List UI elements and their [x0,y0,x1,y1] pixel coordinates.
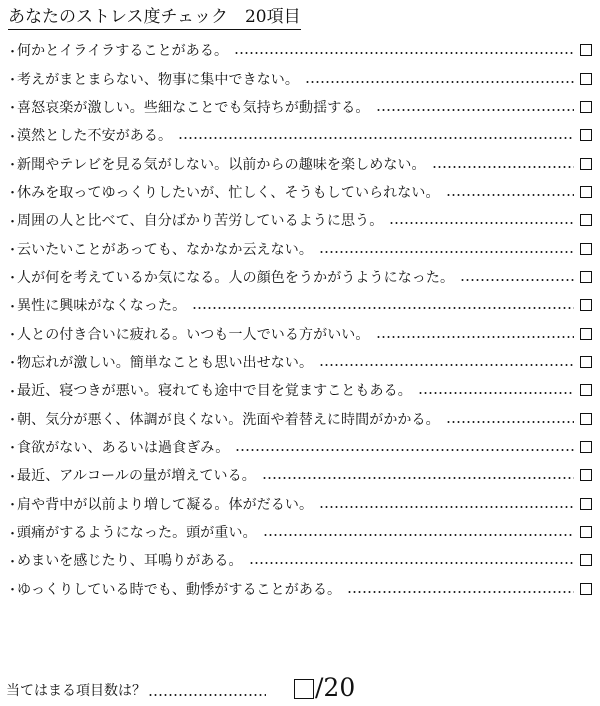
checkbox[interactable] [580,158,592,170]
checkbox[interactable] [580,554,592,566]
checkbox[interactable] [580,299,592,311]
dot-leader [376,109,575,111]
checkbox[interactable] [580,413,592,425]
checklist-item-label: 頭痛がするようになった。頭が重い。 [17,525,257,542]
bullet-icon: ・ [6,129,20,145]
checklist-item-label: 肩や背中が以前より増して凝る。体がだるい。 [17,496,314,513]
dot-leader [347,591,574,593]
checkbox[interactable] [580,526,592,538]
checklist-item[interactable] [6,121,594,149]
checklist-item-label: 最近、寝つきが悪い。寝れても途中で目を覚ますこともある。 [17,383,412,400]
dot-leader [418,392,574,394]
checklist-item-label: 喜怒哀楽が激しい。些細なことでも気持ちが動揺する。 [17,99,370,116]
checklist-item[interactable] [6,518,594,546]
dot-leader [262,477,574,479]
checklist-item-label: 云いたいことがあっても、なかなか云えない。 [17,241,313,258]
dot-leader [446,421,574,423]
dot-leader [319,364,574,366]
checklist-item-label: 考えがまとまらない、物事に集中できない。 [17,71,299,88]
checkbox[interactable] [580,441,592,453]
checklist-item[interactable] [6,64,594,92]
checklist-item-label: 人が何を考えているか気になる。人の顔色をうかがうようになった。 [17,269,455,286]
checklist-item[interactable] [6,404,594,432]
checklist-item-label: 朝、気分が悪く、体調が良くない。洗面や着替えに時間がかかる。 [17,411,440,428]
checklist-item-label: 人との付き合いに疲れる。いつも一人でいる方がいい。 [17,326,370,343]
dot-leader [192,307,574,309]
bullet-icon: ・ [6,73,20,89]
checklist-item-label: 周囲の人と比べて、自分ばかり苦労しているように思う。 [17,213,384,230]
bullet-icon: ・ [6,526,20,542]
bullet-icon: ・ [6,243,20,259]
checklist-item-label: 物忘れが激しい。簡単なことも思い出せない。 [17,354,314,371]
checklist-item-label: 漠然とした不安がある。 [17,128,173,145]
bullet-icon: ・ [6,158,20,174]
bullet-icon: ・ [6,413,20,429]
checklist-item-label: 新聞やテレビを見る気がしない。以前からの趣味を楽しめない。 [17,156,426,173]
page-title: あなたのストレス度チェック 20項目 [8,6,301,30]
checklist-item[interactable] [6,490,594,518]
checkbox[interactable] [580,583,592,595]
checklist-item[interactable] [6,433,594,461]
bullet-icon: ・ [6,101,20,117]
dot-leader [432,166,574,168]
bullet-icon: ・ [6,44,20,60]
checklist-item[interactable] [6,319,594,347]
bullet-icon: ・ [6,356,20,372]
checklist-item[interactable] [6,376,594,404]
checklist-item-label: めまいを感じたり、耳鳴りがある。 [17,553,243,570]
checkbox[interactable] [580,44,592,56]
checkbox[interactable] [580,73,592,85]
bullet-icon: ・ [6,328,20,344]
dot-leader [234,52,574,54]
checkbox[interactable] [580,186,592,198]
dot-leader [460,279,574,281]
score-total: /20 [315,673,356,702]
checklist-item[interactable] [6,291,594,319]
checkbox[interactable] [580,498,592,510]
dot-leader [376,336,575,338]
dot-leader [305,81,574,83]
checkbox[interactable] [580,129,592,141]
checklist-item[interactable] [6,348,594,376]
checklist-item-label: 何かとイライラすることがある。 [17,43,229,60]
dot-leader [148,694,266,696]
score-input-box[interactable] [294,679,314,699]
checklist-item-label: ゆっくりしている時でも、動悸がすることがある。 [17,581,342,598]
dot-leader [263,534,574,536]
checklist-item[interactable] [6,461,594,489]
bullet-icon: ・ [6,554,20,570]
dot-leader [389,222,574,224]
checkbox[interactable] [580,469,592,481]
dot-leader [249,562,574,564]
checklist-item[interactable] [6,234,594,262]
dot-leader [235,449,574,451]
checkbox[interactable] [580,214,592,226]
checkbox[interactable] [580,384,592,396]
bullet-icon: ・ [6,498,20,514]
checklist-item-label: 休みを取ってゆっくりしたいが、忙しく、そうもしていられない。 [17,184,440,201]
checklist-item[interactable] [6,575,594,603]
bullet-icon: ・ [6,299,20,315]
checklist-item[interactable] [6,36,594,64]
checklist-item[interactable] [6,206,594,234]
dot-leader [319,506,574,508]
checklist-item-label: 異性に興味がなくなった。 [17,298,187,315]
checklist-item[interactable] [6,263,594,291]
checklist-item[interactable] [6,149,594,177]
checkbox[interactable] [580,271,592,283]
checklist [6,36,594,603]
checklist-item[interactable] [6,93,594,121]
bullet-icon: ・ [6,583,20,599]
checkbox[interactable] [580,243,592,255]
score-footer [6,673,596,702]
bullet-icon: ・ [6,469,20,485]
checkbox[interactable] [580,356,592,368]
checklist-item-label: 最近、アルコールの量が増えている。 [17,468,256,485]
checklist-item[interactable] [6,178,594,206]
dot-leader [319,251,574,253]
dot-leader [178,137,574,139]
bullet-icon: ・ [6,384,20,400]
score-label: 当てはまる項目数は？ [6,683,146,699]
dot-leader [446,194,574,196]
checklist-item[interactable] [6,546,594,574]
checkbox[interactable] [580,328,592,340]
bullet-icon: ・ [6,271,20,287]
bullet-icon: ・ [6,186,20,202]
checklist-item-label: 食欲がない、あるいは過食ぎみ。 [17,439,230,456]
bullet-icon: ・ [6,214,20,230]
bullet-icon: ・ [6,441,20,457]
checkbox[interactable] [580,101,592,113]
